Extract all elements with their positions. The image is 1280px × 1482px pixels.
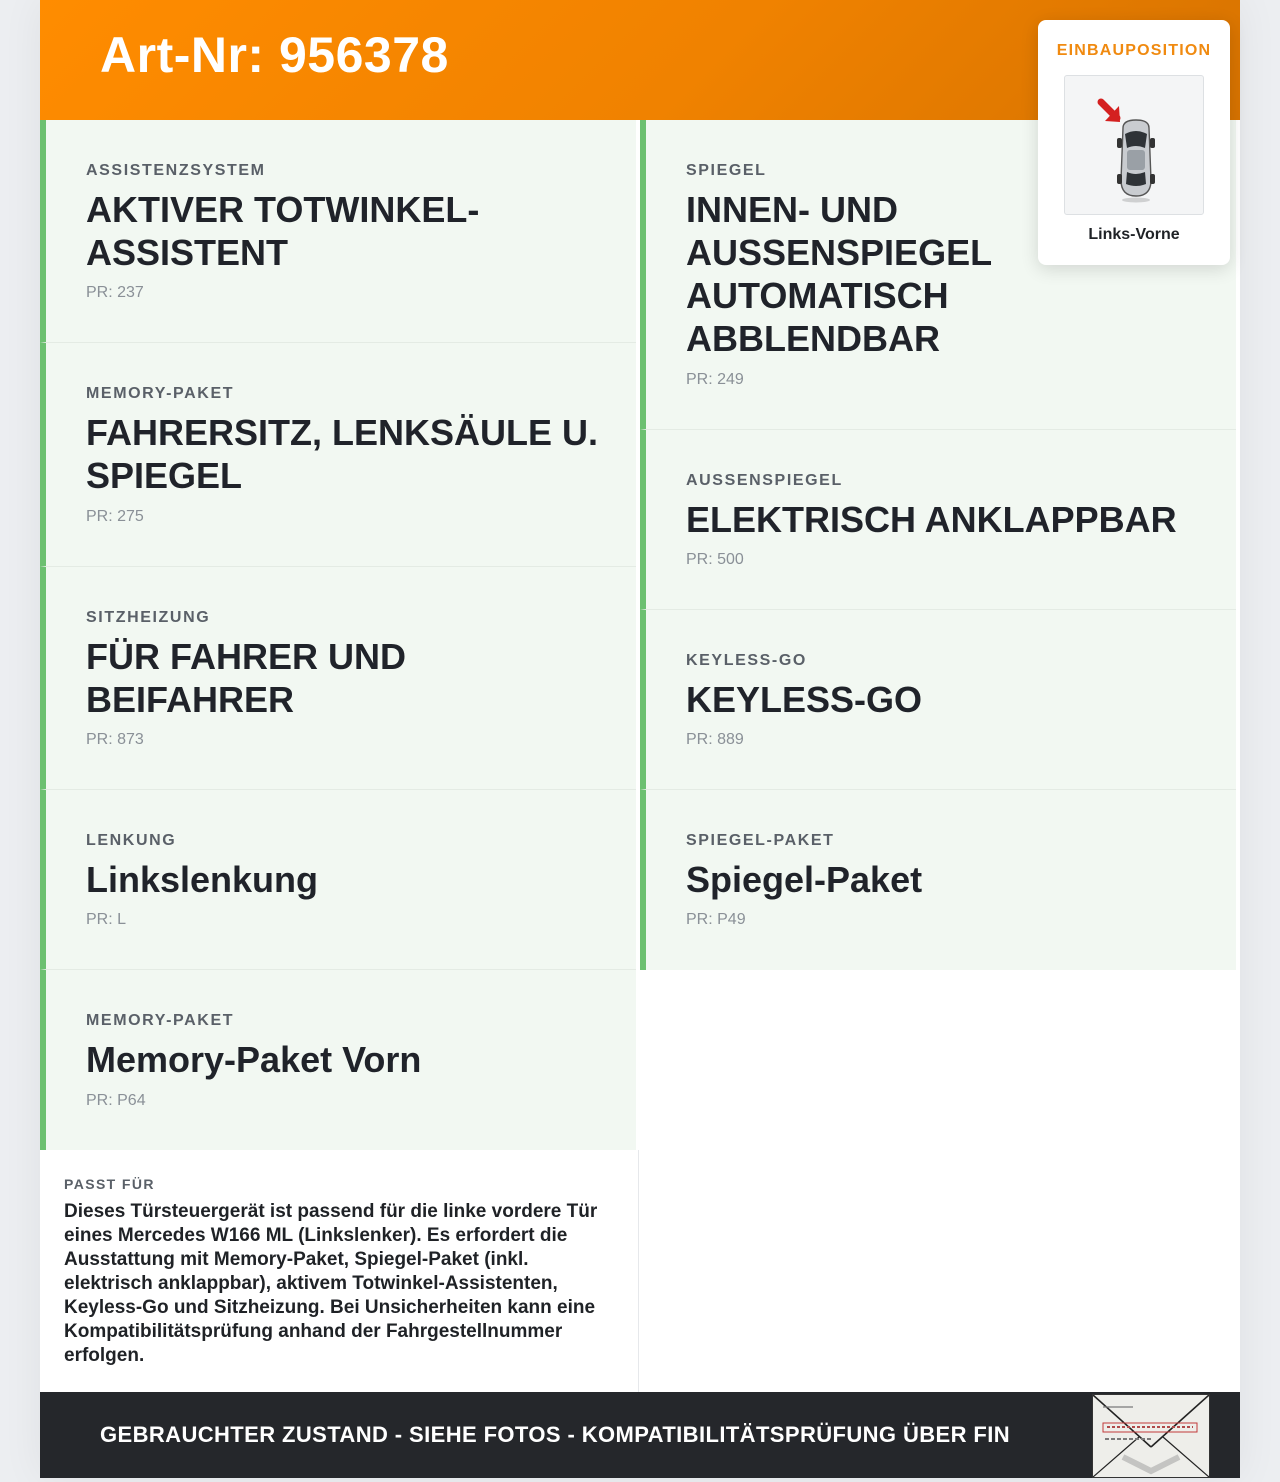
compatibility-section <box>40 1150 639 1392</box>
feature-pr-code: PR: P64 <box>86 1092 146 1109</box>
installation-position-value: Links-Vorne <box>1088 226 1180 243</box>
installation-position-title: EINBAUPOSITION <box>1056 42 1212 59</box>
footer-bar <box>40 1392 1240 1478</box>
feature-value: Memory-Paket Vorn <box>86 1039 422 1080</box>
feature-category: KEYLESS-GO <box>686 652 807 669</box>
compatibility-label: PASST FÜR <box>64 1176 155 1192</box>
feature-card <box>40 567 636 790</box>
feature-card <box>640 430 1236 610</box>
feature-value: Spiegel-Paket <box>686 859 923 900</box>
feature-category: LENKUNG <box>86 832 177 849</box>
feature-value: FÜR FAHRER UND BEIFAHRER <box>86 636 406 720</box>
feature-value: Linkslenkung <box>86 859 319 900</box>
feature-card <box>640 790 1236 970</box>
installation-position-card <box>1038 20 1230 265</box>
feature-pr-code: PR: P49 <box>686 911 746 928</box>
feature-pr-code: PR: 249 <box>686 371 744 388</box>
footer-text: GEBRAUCHTER ZUSTAND - SIEHE FOTOS - KOMPATIBILITÄTSPRÜFUNG ÜBER FIN <box>100 1422 1011 1447</box>
red-arrow-icon <box>1101 102 1120 122</box>
feature-card <box>40 970 636 1150</box>
feature-card <box>40 790 636 970</box>
feature-category: SPIEGEL-PAKET <box>686 832 835 849</box>
feature-pr-code: PR: 275 <box>86 508 144 525</box>
feature-category: AUSSENSPIEGEL <box>686 472 843 489</box>
compatibility-text: Dieses Türsteuergerät ist passend für die linke vordere Tür eines Mercedes W166 ML (Linkslenker). Es erfordert die Ausstattung mit Memory-Paket, Spiegel-Paket (inkl. elektrisch anklappbar), aktivem Totwinkel-Assistenten, Keyless-Go und Sitzheizung. Bei Unsicherheiten kann eine Kompatibilitätsprüfung anhand der Fahrgestellnummer erfolgen. <box>64 1201 598 1366</box>
feature-category: SPIEGEL <box>686 162 767 179</box>
feature-card <box>40 120 636 343</box>
feature-value: AKTIVER TOTWINKEL-ASSISTENT <box>86 189 480 273</box>
feature-pr-code: PR: 873 <box>86 731 144 748</box>
feature-card <box>40 343 636 567</box>
feature-pr-code: PR: 500 <box>686 551 744 568</box>
feature-value: ELEKTRISCH ANKLAPPBAR <box>686 499 1177 540</box>
feature-category: ASSISTENZSYSTEM <box>86 162 266 179</box>
feature-category: MEMORY-PAKET <box>86 1012 235 1029</box>
feature-card <box>640 610 1236 790</box>
label-stamp-icon <box>1092 1394 1210 1478</box>
car-top-view-icon <box>1064 75 1204 215</box>
feature-pr-code: PR: L <box>86 911 127 928</box>
article-number: Art-Nr: 956378 <box>100 27 449 83</box>
feature-value: FAHRERSITZ, LENKSÄULE U. SPIEGEL <box>86 412 599 496</box>
feature-value: INNEN- UND AUSSENSPIEGEL AUTOMATISCH ABBLENDBAR <box>686 189 992 359</box>
feature-pr-code: PR: 889 <box>686 731 744 748</box>
feature-category: MEMORY-PAKET <box>86 385 235 402</box>
feature-value: KEYLESS-GO <box>686 679 923 720</box>
feature-pr-code: PR: 237 <box>86 284 144 301</box>
feature-category: SITZHEIZUNG <box>86 609 211 626</box>
